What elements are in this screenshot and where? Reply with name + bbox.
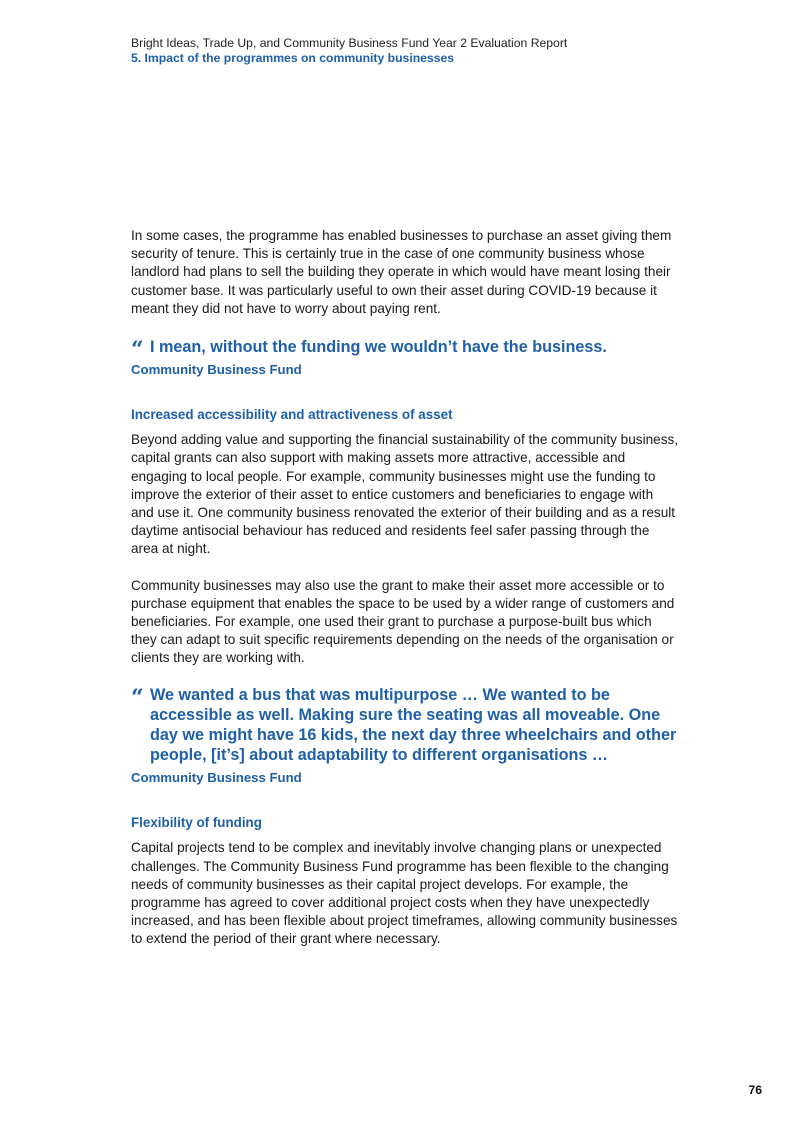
subheading-flexibility: Flexibility of funding xyxy=(131,815,262,831)
quote-text: I mean, without the funding we wouldn’t have the business. xyxy=(150,338,607,357)
quote-mark-icon: “ xyxy=(131,337,144,364)
quote-attribution: Community Business Fund xyxy=(131,362,302,378)
report-title: Bright Ideas, Trade Up, and Community Business Fund Year 2 Evaluation Report xyxy=(131,36,568,50)
paragraph-accessible-asset: Community businesses may also use the grant to make their asset more accessible or to purchase equipment that enables the space to be used by a wider range of customers and beneficiaries. For example, one used their grant to purchase a purpose-built bus which they can adapt to suit specific requirements depending on the needs of the organisation or clients they are working with. xyxy=(131,577,675,666)
quote-attribution: Community Business Fund xyxy=(131,770,302,786)
quote-mark-icon: “ xyxy=(131,684,144,711)
pull-quote-bus xyxy=(131,685,679,766)
running-header xyxy=(131,36,731,66)
quote-text: We wanted a bus that was multipurpose … We wanted to be accessible as well. Making sure the seating was all moveable. One day we might have 16 kids, the next day three wheelchairs and other people, [it’s] about adaptability to different organisations … xyxy=(150,685,677,765)
main-content xyxy=(131,227,679,949)
pull-quote-funding xyxy=(131,337,679,364)
section-title: 5. Impact of the programmes on community businesses xyxy=(131,51,455,65)
subheading-accessibility: Increased accessibility and attractiveness of asset xyxy=(131,407,453,423)
page-number: 76 xyxy=(748,1083,762,1097)
paragraph-added-value: Beyond adding value and supporting the financial sustainability of the community business, capital grants can also support with making assets more attractive, accessible and engaging to local people. For example, community businesses might use the funding to improve the exterior of their asset to entice customers and beneficiaries to engage with and use it. One community business renovated the exterior of their building and as a result daytime antisocial behaviour has reduced and residents feel safer passing through the area at night. xyxy=(131,432,679,557)
paragraph-asset-purchase: In some cases, the programme has enabled businesses to purchase an asset giving them security of tenure. This is certainly true in the case of one community business whose landlord had plans to sell the building they operate in which would have meant losing their customer base. It was particularly useful to own their asset during COVID-19 because it meant they did not have to worry about paying rent. xyxy=(131,228,672,316)
paragraph-flexibility: Capital projects tend to be complex and inevitably involve changing plans or unexpected challenges. The Community Business Fund programme has been flexible to the changing needs of community businesses as their capital project develops. For example, the programme has agreed to cover additional project costs when they have unexpectedly increased, and has been flexible about project timeframes, allowing community businesses to extend the period of their grant where necessary. xyxy=(131,840,678,947)
